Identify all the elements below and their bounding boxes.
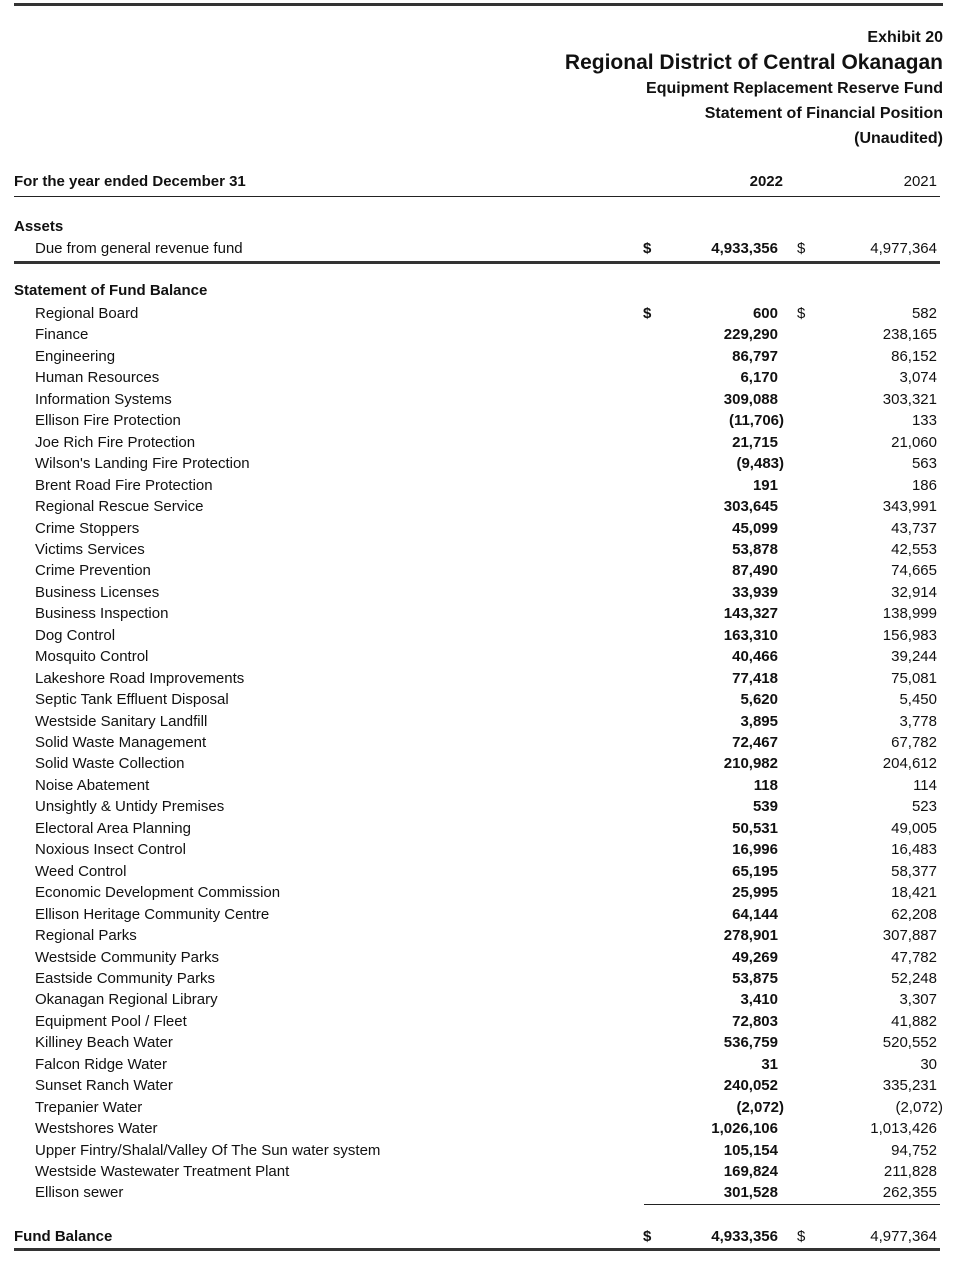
value-2021: 39,244	[891, 648, 937, 666]
table-row	[14, 925, 940, 946]
table-row	[14, 324, 940, 345]
row-label: Information Systems	[35, 390, 172, 408]
column-header-2022: 2022	[749, 173, 783, 190]
row-label: Mosquito Control	[35, 648, 149, 666]
row-label: Regional Parks	[35, 927, 137, 945]
assets-row	[14, 238, 940, 259]
value-2022: (2,072)	[736, 1098, 784, 1116]
value-2022: 64,144	[732, 905, 778, 923]
table-row	[14, 968, 940, 989]
row-label: Ellison Fire Protection	[35, 412, 181, 430]
table-row	[14, 603, 940, 624]
table-row	[14, 1161, 940, 1182]
value-2022: 49,269	[732, 948, 778, 966]
table-row	[14, 796, 940, 817]
fund-name: Equipment Replacement Reserve Fund	[646, 80, 943, 97]
table-row	[14, 496, 940, 517]
value-2022: 600	[752, 305, 778, 322]
row-label: Weed Control	[35, 862, 127, 880]
value-2021: 1,013,426	[870, 1120, 937, 1138]
assets-value-2022: 4,933,356	[711, 240, 778, 257]
value-2021: 114	[913, 776, 937, 794]
table-row	[14, 539, 940, 560]
value-2022: 118	[753, 776, 778, 794]
value-2022: 65,195	[732, 862, 778, 880]
value-2021: 5,450	[899, 691, 937, 709]
value-2022: 53,875	[732, 969, 778, 987]
table-row	[14, 432, 940, 453]
fund-balance-title: Statement of Fund Balance	[14, 282, 208, 299]
row-label: Falcon Ridge Water	[35, 1055, 167, 1073]
row-label: Okanagan Regional Library	[35, 991, 218, 1009]
row-label: Electoral Area Planning	[35, 819, 191, 837]
total-label: Fund Balance	[14, 1228, 113, 1245]
value-2022: 1,026,106	[711, 1120, 778, 1138]
row-label: Regional Board	[35, 305, 139, 322]
row-label: Crime Prevention	[35, 562, 151, 580]
value-2021: 523	[911, 798, 937, 816]
value-2021: 94,752	[891, 1141, 937, 1159]
row-label: Dog Control	[35, 626, 116, 644]
value-2022: 278,901	[723, 927, 778, 945]
value-2022: 53,878	[732, 540, 778, 558]
value-2022: 40,466	[732, 648, 778, 666]
currency-symbol: $	[643, 305, 652, 322]
row-label: Westside Sanitary Landfill	[35, 712, 208, 730]
value-2021: 49,005	[891, 819, 937, 837]
value-2021: 3,307	[899, 991, 937, 1009]
value-2022: 210,982	[723, 755, 778, 773]
total-value-2022: 4,933,356	[711, 1228, 778, 1245]
table-row	[14, 1075, 940, 1096]
assets-total-rule	[14, 261, 940, 264]
document-header	[565, 26, 943, 151]
fund-balance-total-row	[14, 1226, 940, 1247]
table-row	[14, 475, 940, 496]
row-label: Unsightly & Untidy Premises	[35, 798, 225, 816]
value-2021: 16,483	[891, 841, 937, 859]
value-2021: 52,248	[891, 969, 937, 987]
table-row	[14, 818, 940, 839]
value-2022: 169,824	[723, 1163, 778, 1180]
row-label: Westside Community Parks	[35, 948, 219, 966]
currency-symbol: $	[797, 305, 806, 322]
value-2021: 138,999	[882, 605, 937, 623]
column-header-row	[14, 173, 940, 195]
table-row	[14, 775, 940, 796]
value-2022: 309,088	[723, 390, 778, 408]
value-2022: 105,154	[723, 1141, 778, 1159]
value-2021: 563	[911, 455, 937, 473]
value-2022: 3,410	[740, 991, 778, 1009]
row-label: Ellison Heritage Community Centre	[35, 905, 270, 923]
value-2021: 74,665	[891, 562, 937, 580]
table-row	[14, 753, 940, 774]
value-2021: 47,782	[891, 948, 937, 966]
value-2021: 21,060	[891, 433, 937, 451]
assets-value-2021: 4,977,364	[870, 240, 937, 257]
value-2021: 303,321	[882, 390, 937, 408]
value-2021: (2,072)	[895, 1098, 943, 1116]
value-2021: 186	[911, 476, 937, 494]
value-2022: 86,797	[732, 347, 778, 365]
row-label: Noise Abatement	[35, 776, 150, 794]
currency-symbol: $	[797, 240, 806, 257]
row-label: Killiney Beach Water	[35, 1034, 173, 1052]
row-label: Brent Road Fire Protection	[35, 476, 213, 494]
value-2022: 301,528	[723, 1184, 778, 1202]
value-2022: 143,327	[723, 605, 778, 623]
table-row	[14, 882, 940, 903]
table-row	[14, 1032, 940, 1053]
value-2021: 238,165	[882, 326, 937, 344]
table-row	[14, 367, 940, 388]
table-row	[14, 410, 940, 431]
row-label: Business Licenses	[35, 583, 160, 601]
row-label: Regional Rescue Service	[35, 498, 204, 516]
currency-symbol: $	[643, 1228, 652, 1245]
row-label: Lakeshore Road Improvements	[35, 669, 245, 687]
value-2021: 211,828	[883, 1163, 937, 1180]
value-2022: 77,418	[732, 669, 778, 687]
row-label: Solid Waste Management	[35, 734, 207, 751]
value-2022: 72,803	[732, 1012, 778, 1030]
row-label: Solid Waste Collection	[35, 755, 185, 773]
value-2021: 30	[920, 1055, 937, 1073]
value-2021: 67,782	[891, 734, 937, 751]
value-2021: 86,152	[891, 347, 937, 365]
table-row	[14, 904, 940, 925]
assets-title: Assets	[14, 218, 64, 235]
table-row	[14, 1118, 940, 1139]
unaudited-note: (Unaudited)	[854, 130, 943, 147]
table-row	[14, 1140, 940, 1161]
value-2022: 229,290	[723, 326, 778, 344]
table-row	[14, 646, 940, 667]
value-2021: 42,553	[891, 540, 937, 558]
value-2022: (11,706)	[728, 412, 784, 430]
value-2022: 536,759	[723, 1034, 778, 1052]
row-label: Ellison sewer	[35, 1184, 124, 1202]
value-2021: 307,887	[882, 927, 937, 945]
value-2021: 18,421	[891, 884, 937, 902]
row-label: Victims Services	[35, 540, 145, 558]
value-2021: 43,737	[891, 519, 937, 537]
table-row	[14, 346, 940, 367]
value-2021: 156,983	[882, 626, 937, 644]
header-rule	[14, 196, 940, 197]
column-header-2021: 2021	[903, 173, 937, 190]
row-label: Engineering	[35, 347, 116, 365]
row-label: Septic Tank Effluent Disposal	[35, 691, 229, 709]
row-label: Westshores Water	[35, 1120, 158, 1138]
row-label: Westside Wastewater Treatment Plant	[35, 1163, 290, 1180]
table-row	[14, 947, 940, 968]
table-row	[14, 389, 940, 410]
row-label: Equipment Pool / Fleet	[35, 1012, 187, 1030]
table-row	[14, 861, 940, 882]
row-label: Crime Stoppers	[35, 519, 140, 537]
table-row	[14, 1054, 940, 1075]
value-2022: 3,895	[740, 712, 778, 730]
table-row	[14, 518, 940, 539]
table-row	[14, 303, 940, 324]
value-2021: 3,074	[899, 369, 937, 387]
value-2022: 21,715	[732, 433, 778, 451]
value-2021: 520,552	[882, 1034, 937, 1052]
row-label: Business Inspection	[35, 605, 169, 623]
row-label: Noxious Insect Control	[35, 841, 186, 859]
organization-name: Regional District of Central Okanagan	[564, 51, 943, 74]
row-label: Joe Rich Fire Protection	[35, 433, 196, 451]
table-row	[14, 1182, 940, 1203]
value-2022: 539	[752, 798, 778, 816]
assets-label: Due from general revenue fund	[35, 240, 243, 257]
value-2021: 41,882	[891, 1012, 937, 1030]
total-double-rule	[14, 1248, 940, 1251]
value-2021: 262,355	[882, 1184, 937, 1202]
value-2021: 343,991	[882, 498, 937, 516]
table-row	[14, 582, 940, 603]
value-2022: 191	[752, 476, 778, 494]
table-row	[14, 689, 940, 710]
value-2022: 16,996	[732, 841, 778, 859]
top-rule	[14, 3, 943, 6]
value-2021: 32,914	[891, 583, 937, 601]
value-2021: 133	[911, 412, 937, 430]
table-row	[14, 1011, 940, 1032]
value-2022: 72,467	[732, 734, 778, 751]
table-row	[14, 668, 940, 689]
row-label: Finance	[35, 326, 89, 344]
table-row	[14, 453, 940, 474]
value-2022: 33,939	[732, 583, 778, 601]
value-2021: 58,377	[891, 862, 937, 880]
value-2021: 582	[911, 305, 937, 322]
exhibit-number: Exhibit 20	[867, 29, 943, 46]
table-row	[14, 711, 940, 732]
value-2022: 6,170	[740, 369, 778, 387]
value-2021: 75,081	[891, 669, 937, 687]
value-2022: 45,099	[732, 519, 778, 537]
table-row	[14, 625, 940, 646]
subtotal-rule	[644, 1204, 940, 1205]
row-label: Economic Development Commission	[35, 884, 281, 902]
currency-symbol: $	[797, 1228, 806, 1245]
table-row	[14, 560, 940, 581]
value-2021: 204,612	[882, 755, 937, 773]
value-2022: 163,310	[723, 626, 778, 644]
value-2022: 50,531	[732, 819, 778, 837]
value-2021: 335,231	[882, 1077, 937, 1095]
value-2022: 240,052	[723, 1077, 778, 1095]
value-2022: 87,490	[732, 562, 778, 580]
table-row	[14, 1097, 943, 1118]
value-2022: 25,995	[732, 884, 778, 902]
row-label: Sunset Ranch Water	[35, 1077, 173, 1095]
total-value-2021: 4,977,364	[870, 1228, 937, 1245]
row-label: Wilson's Landing Fire Protection	[35, 455, 250, 473]
row-label: Trepanier Water	[35, 1098, 143, 1116]
column-header-label: For the year ended December 31	[14, 173, 246, 190]
row-label: Human Resources	[35, 369, 160, 387]
value-2021: 3,778	[899, 712, 937, 730]
table-row	[14, 839, 940, 860]
value-2022: 303,645	[723, 498, 778, 516]
row-label: Eastside Community Parks	[35, 969, 216, 987]
statement-name: Statement of Financial Position	[704, 105, 943, 122]
value-2021: 62,208	[891, 905, 937, 923]
table-row	[14, 989, 940, 1010]
value-2022: 31	[761, 1055, 778, 1073]
currency-symbol: $	[643, 240, 652, 257]
table-row	[14, 732, 940, 753]
value-2022: 5,620	[740, 691, 778, 709]
row-label: Upper Fintry/Shalal/Valley Of The Sun water system	[35, 1141, 381, 1159]
value-2022: (9,483)	[736, 455, 784, 473]
